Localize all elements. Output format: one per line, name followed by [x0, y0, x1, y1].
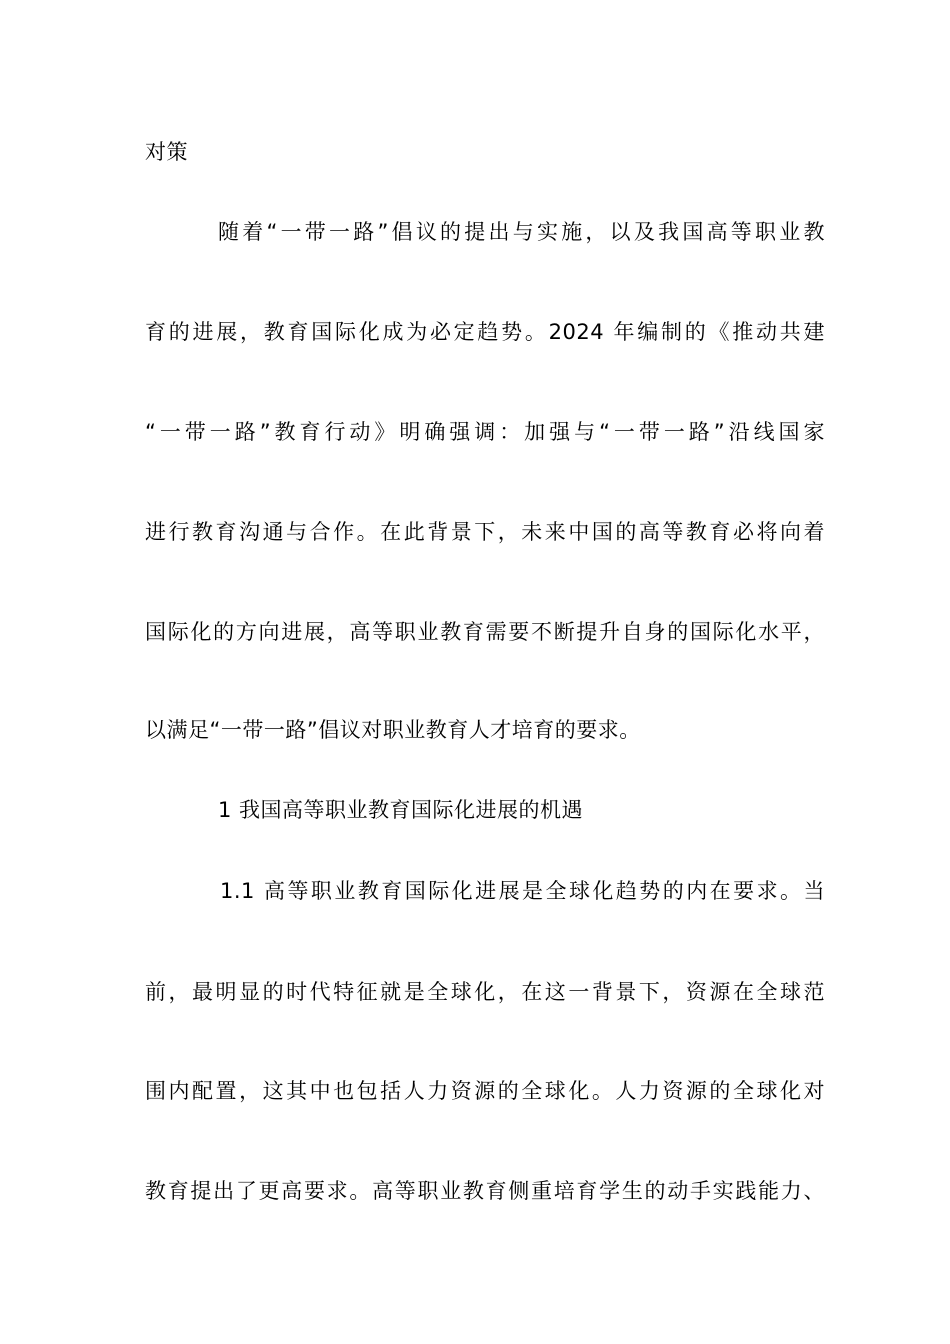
text-line: 进行教育沟通与合作。在此背景下，未来中国的高等教育必将向着	[145, 520, 825, 544]
text-line: 围内配置，这其中也包括人力资源的全球化。人力资源的全球化对	[145, 1079, 825, 1103]
text-line: 前，最明显的时代特征就是全球化，在这一背景下，资源在全球范	[145, 980, 825, 1004]
text-line: 随着“一带一路”倡议的提出与实施，以及我国高等职业教	[218, 220, 825, 244]
text-line: 教育提出了更高要求。高等职业教育侧重培育学生的动手实践能力、	[145, 1179, 825, 1203]
section-heading: 1 我国高等职业教育国际化进展的机遇	[218, 798, 584, 822]
text-line: 以满足“一带一路”倡议对职业教育人才培育的要求。	[145, 718, 641, 742]
text-line: 育的进展，教育国际化成为必定趋势。2024 年编制的《推动共建	[145, 320, 825, 344]
text-line-title-fragment: 对策	[145, 140, 188, 164]
text-line: 国际化的方向进展，高等职业教育需要不断提升自身的国际化水平，	[145, 620, 825, 644]
text-line: “一带一路”教育行动》明确强调：加强与“一带一路”沿线国家	[145, 420, 825, 444]
text-line: 1.1 高等职业教育国际化进展是全球化趋势的内在要求。当	[220, 879, 825, 903]
